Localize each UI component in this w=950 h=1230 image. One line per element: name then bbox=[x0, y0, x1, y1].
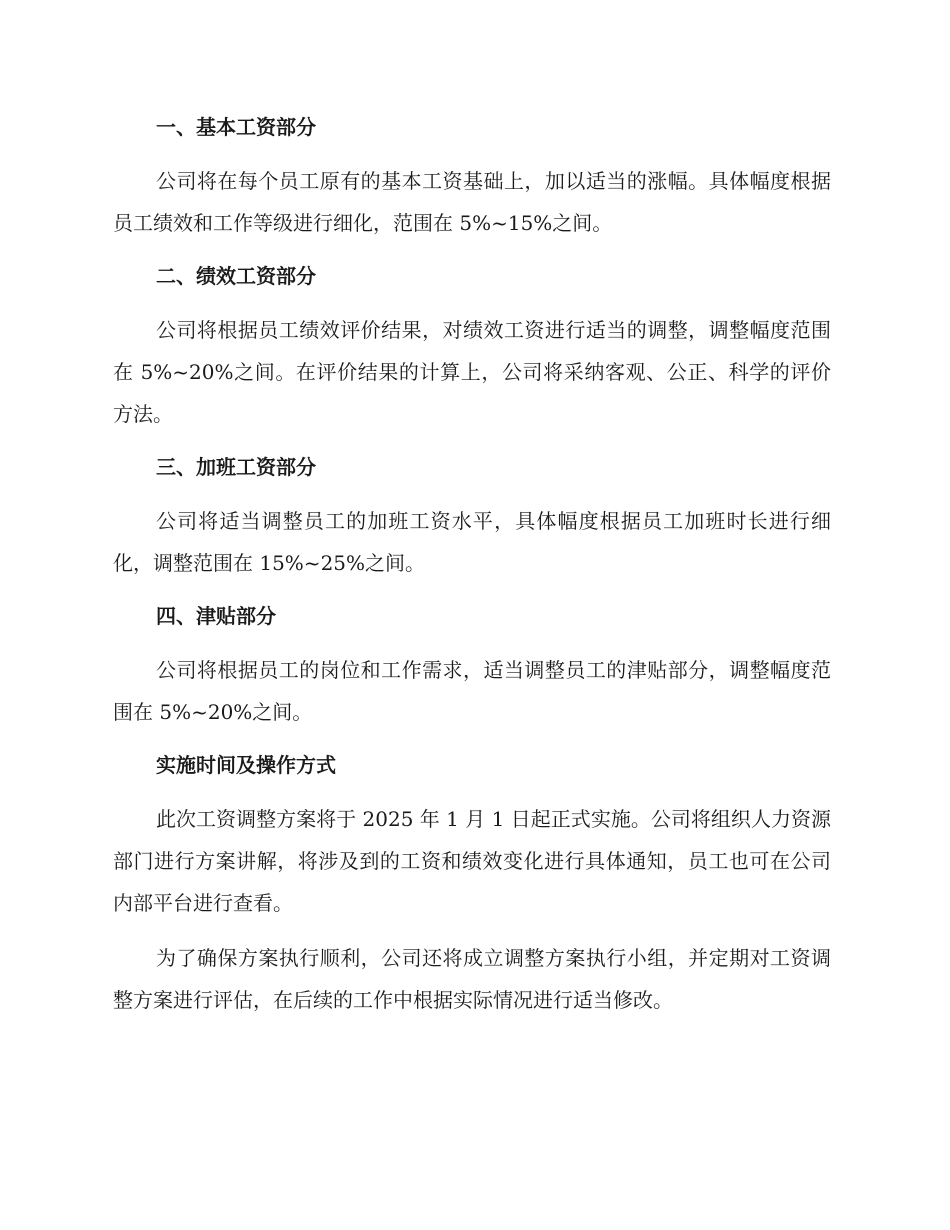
section-paragraph-implementation-evaluation: 为了确保方案执行顺利，公司还将成立调整方案执行小组，并定期对工资调整方案进行评估，在后续的工作中根据实际情况进行适当修改。 bbox=[113, 946, 831, 1012]
section-paragraph-performance-salary: 公司将根据员工绩效评价结果，对绩效工资进行适当的调整，调整幅度范围在 5%~20%之间。在评价结果的计算上，公司将采纳客观、公正、科学的评价方法。 bbox=[113, 318, 831, 426]
section-heading-overtime-salary: 三、加班工资部分 bbox=[156, 455, 316, 479]
section-paragraph-implementation-schedule: 此次工资调整方案将于 2025 年 1 月 1 日起正式实施。公司将组织人力资源部门进行方案讲解，将涉及到的工资和绩效变化进行具体通知，员工也可在公司内部平台进行查看。 bbox=[113, 807, 831, 915]
section-heading-performance-salary: 二、绩效工资部分 bbox=[156, 264, 316, 288]
section-heading-allowance: 四、津贴部分 bbox=[156, 604, 276, 628]
section-heading-implementation: 实施时间及操作方式 bbox=[156, 753, 336, 777]
document-body bbox=[113, 108, 831, 1021]
section-heading-basic-salary: 一、基本工资部分 bbox=[156, 115, 316, 139]
section-paragraph-allowance: 公司将根据员工的岗位和工作需求，适当调整员工的津贴部分，调整幅度范围在 5%~20%之间。 bbox=[113, 658, 831, 724]
section-paragraph-overtime-salary: 公司将适当调整员工的加班工资水平，具体幅度根据员工加班时长进行细化，调整范围在 15%~25%之间。 bbox=[113, 509, 831, 575]
section-paragraph-basic-salary: 公司将在每个员工原有的基本工资基础上，加以适当的涨幅。具体幅度根据员工绩效和工作等级进行细化，范围在 5%~15%之间。 bbox=[113, 169, 831, 235]
